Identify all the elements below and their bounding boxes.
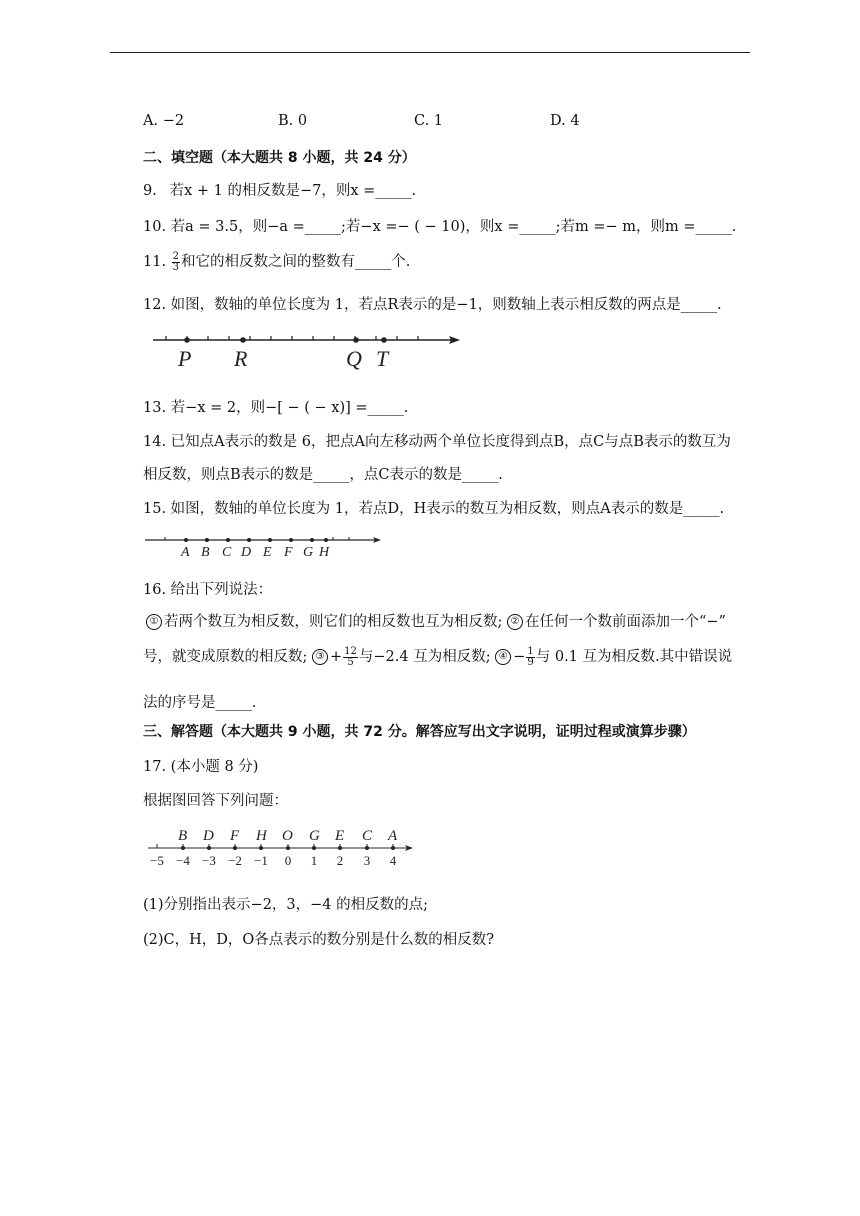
- label-b: B: [201, 545, 210, 560]
- label-h: H: [319, 545, 330, 560]
- point-p: [184, 337, 190, 343]
- question-12: [143, 293, 722, 314]
- section-title: 三、解答题（本大题共 9 小题，共 72 分。解答应写出文字说明，证明过程或演算步骤）: [143, 724, 696, 740]
- question-number: 16.: [143, 582, 167, 598]
- option-b: B. 0: [278, 113, 308, 129]
- denominator: 9: [527, 656, 534, 668]
- label-f: F: [230, 828, 240, 844]
- label-a: A: [388, 828, 398, 844]
- label-e: E: [263, 545, 272, 560]
- label-d: D: [203, 828, 214, 844]
- question-text: 若a = 3.5，则−a =_____;若−x =− ( − 10)，则x =_____;若m =− m，则m =_____.: [170, 219, 737, 235]
- tick-label: 2: [336, 853, 344, 868]
- tick-label: −5: [150, 853, 164, 868]
- question-text: 和它的相反数之间的整数有_____个.: [181, 254, 411, 270]
- label-e: E: [335, 828, 345, 844]
- denominator: 3: [172, 261, 180, 273]
- question-9: [143, 179, 416, 200]
- label-a: A: [181, 545, 190, 560]
- fraction: [172, 252, 180, 273]
- denominator: 5: [347, 656, 354, 668]
- number-line-q15: [143, 530, 388, 560]
- question-number: 13.: [143, 400, 167, 416]
- label-c: C: [222, 545, 232, 560]
- statement-2: 在任何一个数前面添加一个“−”: [525, 614, 726, 630]
- tick-label: −2: [228, 853, 242, 868]
- question-14: [143, 430, 731, 451]
- point-r: [240, 337, 246, 343]
- q16-line-2: [143, 645, 732, 668]
- question-13: [143, 396, 408, 417]
- statement-2-cont: 号，就变成原数的相反数;: [143, 649, 308, 665]
- option-d: D. 4: [550, 113, 580, 129]
- question-text: 如图，数轴的单位长度为 1，若点D，H表示的数互为相反数，则点A表示的数是_____.: [170, 501, 725, 517]
- label-q: Q: [346, 346, 362, 371]
- q16-line-1: [146, 610, 726, 631]
- question-number: 14.: [143, 434, 167, 450]
- statement-4: 与 0.1 互为相反数.其中错误说: [535, 649, 733, 665]
- label-t: T: [376, 346, 389, 371]
- question-number: 15.: [143, 501, 167, 517]
- question-text: 如图，数轴的单位长度为 1，若点R表示的是−1，则数轴上表示相反数的两点是_____.: [170, 297, 722, 313]
- label-g: G: [303, 545, 314, 560]
- option-c: C. 1: [414, 113, 444, 129]
- question-16: [143, 578, 272, 599]
- label-o: O: [282, 828, 293, 844]
- question-number: 10.: [143, 219, 167, 235]
- tick-label: −1: [254, 853, 268, 868]
- section-title: 二、填空题（本大题共 8 小题，共 24 分）: [143, 150, 416, 166]
- label-r: R: [234, 346, 248, 371]
- numerator: 1: [527, 645, 534, 657]
- q16-line-3: 法的序号是_____.: [143, 695, 257, 711]
- label-h: H: [256, 828, 267, 844]
- question-number: 11.: [143, 254, 167, 270]
- label-p: P: [178, 346, 192, 371]
- question-number: 17.: [143, 759, 167, 775]
- tick-label: −4: [176, 853, 190, 868]
- q17-part-1: (1)分别指出表示−2，3，−4 的相反数的点;: [143, 897, 429, 913]
- circled-number: ②: [507, 614, 523, 630]
- numerator: 12: [344, 645, 357, 657]
- label-d: D: [241, 545, 252, 560]
- tick-label: −3: [202, 853, 216, 868]
- circled-number: ①: [146, 614, 162, 630]
- tick-label: 4: [389, 853, 397, 868]
- tick-label: 3: [363, 853, 371, 868]
- tick-label: 0: [284, 853, 292, 868]
- tick-label: 1: [310, 853, 318, 868]
- label-g: G: [309, 828, 320, 844]
- option-a: A. −2: [143, 113, 185, 129]
- point-q: [353, 337, 359, 343]
- question-11: [143, 250, 410, 273]
- question-10: [143, 215, 736, 236]
- header-rule: [110, 52, 750, 53]
- q17-part-2: (2)C，H，D，O各点表示的数分别是什么数的相反数?: [143, 932, 495, 948]
- question-number: 12.: [143, 297, 167, 313]
- circled-number: ③: [312, 649, 328, 665]
- fraction: [526, 647, 534, 668]
- question-15: [143, 497, 724, 518]
- q17-intro: 根据图回答下列问题：: [143, 793, 288, 809]
- circled-number: ④: [495, 649, 511, 665]
- question-14-continued: 相反数，则点B表示的数是_____，点C表示的数是_____.: [143, 467, 503, 483]
- question-number: 9.: [143, 183, 157, 199]
- statement-3: 与−2.4 互为相反数;: [358, 649, 491, 665]
- statement-1: 若两个数互为相反数，则它们的相反数也互为相反数;: [164, 614, 503, 630]
- label-c: C: [362, 828, 373, 844]
- question-text: 给出下列说法：: [170, 582, 273, 598]
- label-f: F: [284, 545, 293, 560]
- fraction: [343, 647, 358, 668]
- point-t: [381, 337, 387, 343]
- sign: +: [330, 649, 343, 665]
- question-text: 若x + 1 的相反数是−7，则x =_____.: [169, 183, 417, 199]
- label-b: B: [178, 828, 188, 844]
- question-17: [143, 755, 258, 776]
- question-text: 已知点A表示的数是 6，把点A向左移动两个单位长度得到点B，点C与点B表示的数互为: [170, 434, 731, 450]
- number-line-q17: [143, 822, 418, 872]
- sign: −: [513, 649, 526, 665]
- question-points: (本小题 8 分): [170, 759, 259, 775]
- number-line-q12: [150, 326, 470, 372]
- numerator: 2: [172, 250, 180, 262]
- question-text: 若−x = 2，则−[ − ( − x)] =_____.: [170, 400, 409, 416]
